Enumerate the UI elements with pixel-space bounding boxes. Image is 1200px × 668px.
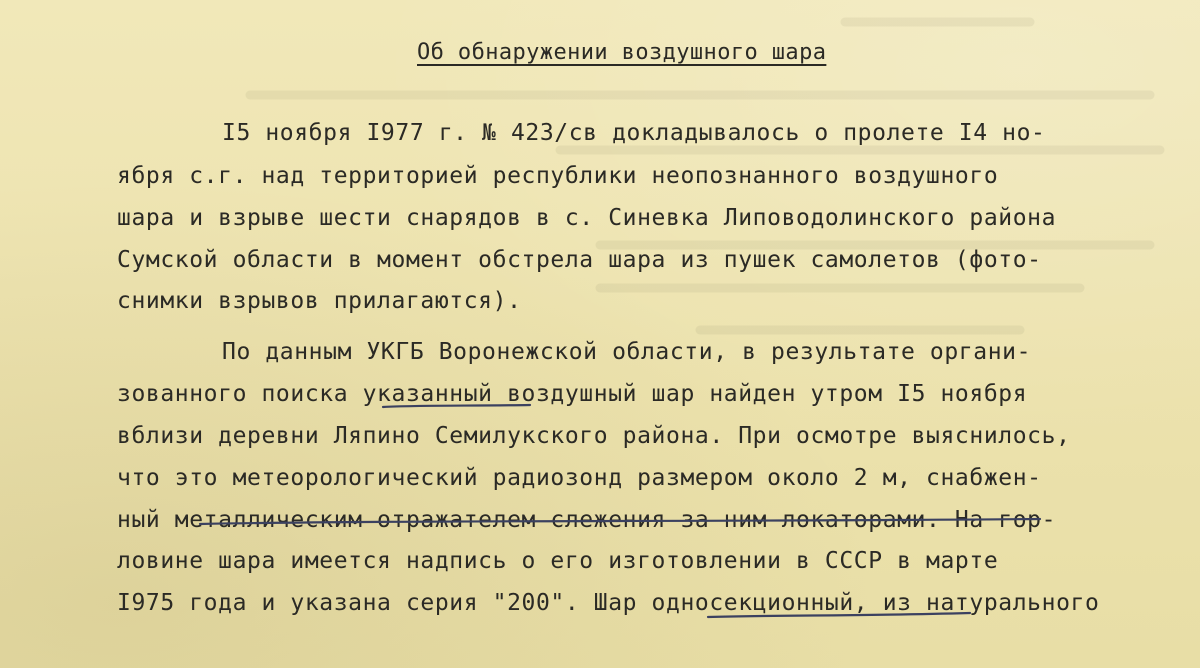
text-line-10: ный металлическим отражателем слежения за ним локаторами. На гор- [117,507,1057,533]
text-line-1: I5 ноября I977 г. № 423/св докладывалось о пролете I4 но- [222,120,1046,146]
document-title: Об обнаружении воздушного шара [417,40,827,65]
text-line-2: ября с.г. над территорией республики неопознанного воздушного [117,163,999,189]
text-line-6: По данным УКГБ Воронежской области, в результате органи- [222,339,1032,365]
text-line-9: что это метеорологический радиозонд размером около 2 м, снабжен- [117,465,1042,491]
text-line-11: ловине шара имеется надпись о его изготовлении в СССР в марте [117,548,999,574]
text-line-3: шара и взрыве шести снарядов в с. Синевка Липоводолинского района [117,205,1057,231]
text-line-8: вблизи деревни Ляпино Семилукского района. При осмотре выяснилось, [117,423,1071,449]
text-line-5: снимки взрывов прилагаются). [117,288,522,314]
text-line-4: Сумской области в момент обстрела шара из пушек самолетов (фото- [117,247,1042,273]
text-line-7: зованного поиска указанный воздушный шар найден утром I5 ноября [117,381,1028,407]
text-line-12: I975 года и указана серия "200". Шар односекционный, из натурального [117,590,1100,616]
